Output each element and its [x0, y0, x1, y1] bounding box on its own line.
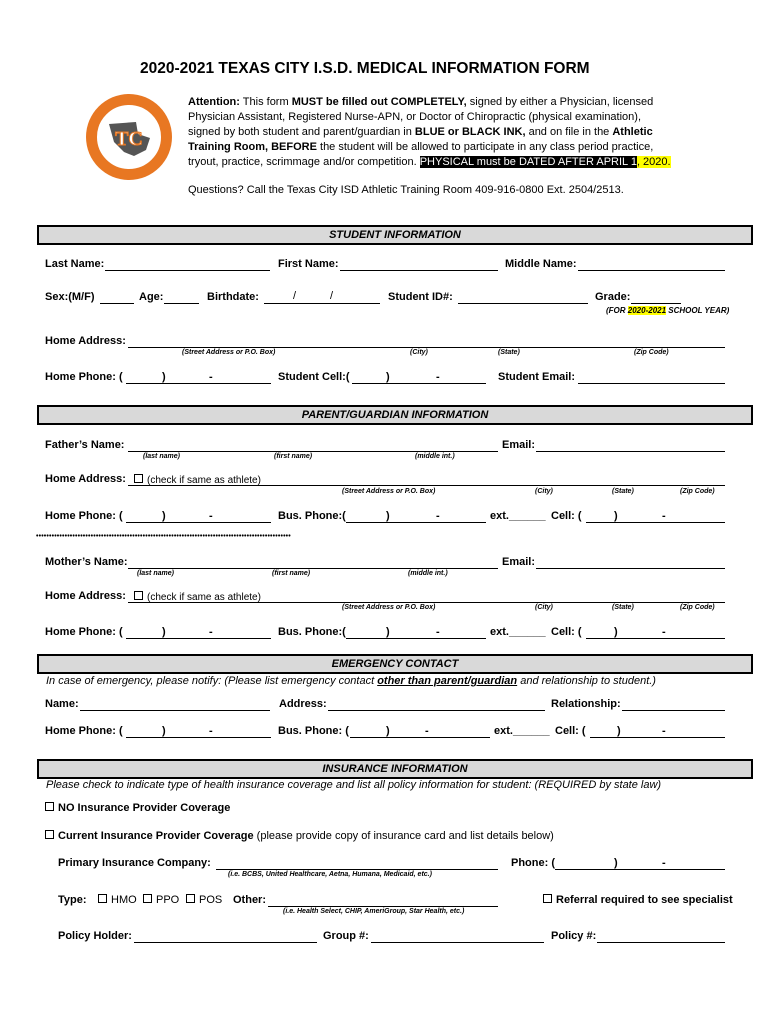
dash: - [662, 510, 666, 522]
birthdate-field[interactable] [264, 303, 380, 304]
student-id-field[interactable] [458, 303, 588, 304]
mother-address-field[interactable] [128, 602, 725, 603]
emergency-bus-phone-field[interactable] [350, 737, 490, 738]
other-plan-caption: (i.e. Health Select, CHIP, AmeriGroup, Star Health, etc.) [283, 908, 465, 915]
zip-caption: (Zip Code) [680, 488, 715, 495]
mother-cell-label: Cell: ( [551, 626, 582, 638]
checkbox-icon[interactable] [45, 830, 54, 839]
checkbox-icon[interactable] [143, 894, 152, 903]
emergency-ext-field[interactable]: ext.______ [494, 725, 550, 737]
intro-line-2: Physician Assistant, Registered Nurse-APN, or Doctor of Chiropractic (physical examination), [188, 111, 642, 123]
paren: ) [614, 857, 618, 869]
relationship-label: Relationship: [551, 698, 621, 710]
paren: ) [162, 725, 166, 737]
student-email-label: Student Email: [498, 371, 576, 383]
home-phone-label: Home Phone: ( [45, 371, 123, 383]
state-caption: (State) [612, 604, 634, 611]
primary-insurance-field[interactable] [216, 869, 498, 870]
mother-same-checkbox[interactable]: (check if same as athlete) [134, 591, 261, 603]
city-caption: (City) [410, 349, 428, 356]
dash: - [209, 626, 213, 638]
intro-line-4: Training Room, BEFORE the student will be allowed to participate in any class period practice, [188, 141, 654, 153]
policy-holder-field[interactable] [134, 942, 317, 943]
emergency-name-field[interactable] [80, 710, 270, 711]
father-cell-field[interactable] [586, 522, 725, 523]
city-caption: (City) [535, 604, 553, 611]
pos-checkbox[interactable]: POS [186, 894, 222, 906]
dash: - [209, 510, 213, 522]
dash: - [425, 725, 429, 737]
emergency-address-label: Address: [279, 698, 327, 710]
father-bus-phone-field[interactable] [346, 522, 486, 523]
mother-email-field[interactable] [536, 568, 725, 569]
student-cell-label: Student Cell:( [278, 371, 350, 383]
father-email-label: Email: [502, 439, 536, 451]
sex-field[interactable] [100, 303, 134, 304]
first-name-field[interactable] [340, 270, 498, 271]
last-name-field[interactable] [105, 270, 270, 271]
state-caption: (State) [612, 488, 634, 495]
paren: ) [386, 725, 390, 737]
street-caption: (Street Address or P.O. Box) [342, 604, 436, 611]
dash: - [436, 371, 440, 383]
dash: - [662, 725, 666, 737]
dash: - [209, 371, 213, 383]
policy-number-field[interactable] [597, 942, 725, 943]
questions-line: Questions? Call the Texas City ISD Athletic Training Room 409-916-0800 Ext. 2504/2513. [188, 184, 624, 196]
insurance-note: Please check to indicate type of health insurance coverage and list all policy information for student: (REQUIRED by state law) [46, 779, 662, 791]
fathers-name-field[interactable] [128, 451, 498, 452]
father-same-checkbox[interactable]: (check if same as athlete) [134, 474, 261, 486]
student-cell-field[interactable] [352, 383, 486, 384]
section-header-emergency: EMERGENCY CONTACT [38, 655, 752, 673]
middle-caption: (middle int.) [415, 453, 455, 460]
dash: - [662, 857, 666, 869]
tcisd-logo [84, 92, 174, 182]
referral-checkbox[interactable]: Referral required to see specialist [543, 894, 733, 906]
father-home-address-label: Home Address: [45, 473, 126, 485]
emergency-cell-field[interactable] [590, 737, 725, 738]
mother-home-phone-label: Home Phone: ( [45, 626, 123, 638]
checkbox-icon[interactable] [543, 894, 552, 903]
first-caption: (first name) [272, 570, 311, 577]
emergency-note: In case of emergency, please notify: (Please list emergency contact other than parent/guardian and relationship to student.) [46, 675, 656, 687]
father-cell-label: Cell: ( [551, 510, 582, 522]
home-address-field[interactable] [128, 347, 725, 348]
svg-text:TC: TC [115, 128, 143, 150]
mothers-name-field[interactable] [128, 568, 498, 569]
first-caption: (first name) [274, 453, 313, 460]
father-home-phone-label: Home Phone: ( [45, 510, 123, 522]
birthdate-slash: / [330, 290, 334, 302]
emergency-address-field[interactable] [328, 710, 545, 711]
dash: - [436, 510, 440, 522]
grade-label: Grade: [595, 291, 631, 303]
age-label: Age: [139, 291, 164, 303]
grade-note: (FOR 2020-2021 SCHOOL YEAR) [606, 306, 730, 315]
home-phone-field[interactable] [126, 383, 271, 384]
page-title: 2020-2021 TEXAS CITY I.S.D. MEDICAL INFORMATION FORM [140, 60, 590, 77]
emergency-home-phone-field[interactable] [126, 737, 271, 738]
father-address-field[interactable] [128, 485, 725, 486]
emergency-home-phone-label: Home Phone: ( [45, 725, 123, 737]
paren: ) [617, 725, 621, 737]
ppo-checkbox[interactable]: PPO [143, 894, 179, 906]
age-field[interactable] [164, 303, 199, 304]
plan-type-label: Type: [58, 894, 87, 906]
paren: ) [614, 510, 618, 522]
insurance-phone-field[interactable] [555, 869, 725, 870]
father-bus-phone-label: Bus. Phone:( [278, 510, 346, 522]
dash: - [209, 725, 213, 737]
mother-ext-field[interactable]: ext.______ [490, 626, 546, 638]
hmo-checkbox[interactable]: HMO [98, 894, 137, 906]
mother-home-phone-field[interactable] [126, 638, 271, 639]
dash: - [436, 626, 440, 638]
current-coverage-checkbox[interactable]: Current Insurance Provider Coverage (please provide copy of insurance card and list details below) [45, 830, 554, 842]
checkbox-icon[interactable] [186, 894, 195, 903]
last-caption: (last name) [143, 453, 180, 460]
student-email-field[interactable] [578, 383, 725, 384]
checkbox-icon[interactable] [134, 591, 143, 600]
father-ext-field[interactable]: ext.______ [490, 510, 546, 522]
policy-holder-label: Policy Holder: [58, 930, 132, 942]
middle-name-field[interactable] [578, 270, 725, 271]
emergency-name-label: Name: [45, 698, 79, 710]
other-plan-field[interactable] [268, 906, 498, 907]
mother-bus-phone-field[interactable] [346, 638, 486, 639]
dash: - [662, 626, 666, 638]
intro-line-1: Attention: This form MUST be filled out COMPLETELY, signed by either a Physician, licensed [188, 96, 654, 108]
mother-home-address-label: Home Address: [45, 590, 126, 602]
zip-caption: (Zip Code) [680, 604, 715, 611]
insurance-phone-label: Phone: ( [511, 857, 555, 869]
city-caption: (City) [535, 488, 553, 495]
fathers-name-label: Father’s Name: [45, 439, 125, 451]
mothers-name-label: Mother’s Name: [45, 556, 128, 568]
other-plan-label: Other: [233, 894, 266, 906]
birthdate-slash: / [293, 290, 297, 302]
last-caption: (last name) [137, 570, 174, 577]
emergency-bus-phone-label: Bus. Phone: ( [278, 725, 349, 737]
checkbox-icon[interactable] [45, 802, 54, 811]
paren: ) [386, 371, 390, 383]
intro-line-5: tryout, practice, scrimmage and/or competition. PHYSICAL must be DATED AFTER APRIL 1, 2020. [188, 156, 671, 168]
paren: ) [162, 626, 166, 638]
paren: ) [162, 371, 166, 383]
middle-name-label: Middle Name: [505, 258, 577, 270]
relationship-field[interactable] [622, 710, 725, 711]
first-name-label: First Name: [278, 258, 339, 270]
street-caption: (Street Address or P.O. Box) [182, 349, 276, 356]
intro-line-3: signed by both student and parent/guardian in BLUE or BLACK INK, and on file in the Athletic [188, 126, 653, 138]
paren: ) [386, 626, 390, 638]
mother-cell-field[interactable] [586, 638, 725, 639]
father-home-phone-field[interactable] [126, 522, 271, 523]
section-header-insurance: INSURANCE INFORMATION [38, 760, 752, 778]
grade-field[interactable] [631, 303, 681, 304]
home-address-label: Home Address: [45, 335, 126, 347]
checkbox-icon[interactable] [98, 894, 107, 903]
mother-bus-phone-label: Bus. Phone:( [278, 626, 346, 638]
primary-insurance-caption: (i.e. BCBS, United Healthcare, Aetna, Humana, Medicaid, etc.) [228, 871, 432, 878]
state-caption: (State) [498, 349, 520, 356]
checkbox-icon[interactable] [134, 474, 143, 483]
section-header-parent: PARENT/GUARDIAN INFORMATION [38, 406, 752, 424]
street-caption: (Street Address or P.O. Box) [342, 488, 436, 495]
emergency-cell-label: Cell: ( [555, 725, 586, 737]
dotted-separator: •••••••••••••••••••••••••••••••••••••••••••••••••••••••••••••••••••••••••••••••••••••••••••••••••• [36, 533, 291, 540]
student-id-label: Student ID#: [388, 291, 453, 303]
zip-caption: (Zip Code) [634, 349, 669, 356]
group-number-label: Group #: [323, 930, 369, 942]
section-header-student: STUDENT INFORMATION [38, 226, 752, 244]
father-email-field[interactable] [536, 451, 725, 452]
group-number-field[interactable] [371, 942, 544, 943]
policy-number-label: Policy #: [551, 930, 597, 942]
middle-caption: (middle int.) [408, 570, 448, 577]
no-coverage-checkbox[interactable]: NO Insurance Provider Coverage [45, 802, 230, 814]
last-name-label: Last Name: [45, 258, 105, 270]
primary-insurance-label: Primary Insurance Company: [58, 857, 211, 869]
birthdate-label: Birthdate: [207, 291, 259, 303]
paren: ) [386, 510, 390, 522]
sex-label: Sex:(M/F) [45, 291, 95, 303]
paren: ) [614, 626, 618, 638]
paren: ) [162, 510, 166, 522]
mother-email-label: Email: [502, 556, 536, 568]
